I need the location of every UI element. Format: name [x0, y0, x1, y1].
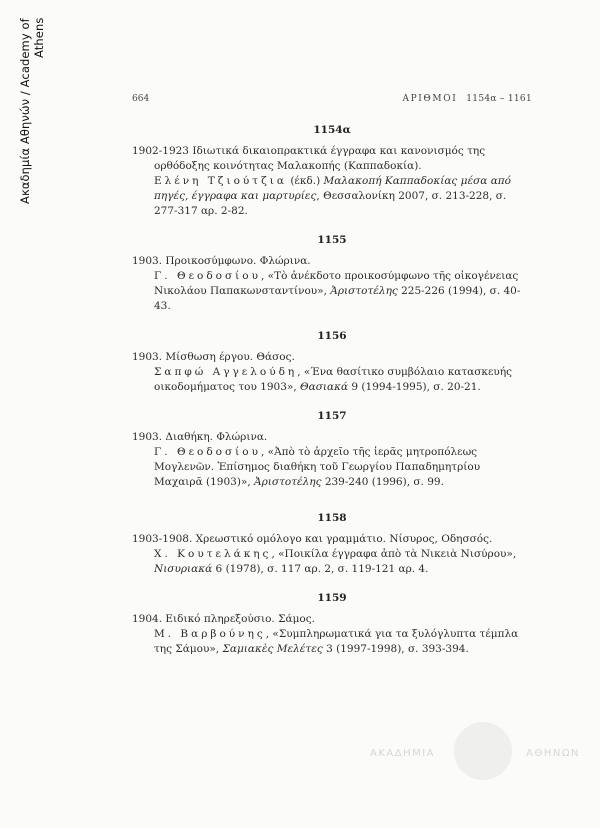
entry-reference: Σαπφώ Αγγελούδη, «Ένα θασίτικο συμβόλαιο κατασκευής οικοδομήματος του 1903», Θασιακά 9 (1994-1995), σ. 20-21.	[154, 366, 512, 393]
entry	[132, 124, 532, 219]
entry-description: 1903-1908. Χρεωστικό ομόλογο και γραμμάτιο. Νίσυρος, Οδησσός.	[132, 533, 493, 545]
entry-number: 1157	[317, 410, 347, 422]
entry-description: 1904. Ειδικό πληρεξούσιο. Σάμος.	[132, 613, 315, 625]
watermark-text-right: ΑΘΗΝΩΝ	[526, 748, 580, 759]
entry	[132, 410, 532, 490]
entry-number: 1156	[317, 330, 347, 342]
entry	[132, 592, 532, 657]
watermark-text-left: ΑΚΑΔΗΜΙΑ	[370, 748, 436, 759]
running-title: ΑΡΙΘΜΟΙ 1154α – 1161	[402, 94, 532, 104]
entry-description: 1903. Διαθήκη. Φλώρινα.	[132, 431, 268, 443]
entry-reference: Γ. Θεοδοσίου, «Τὸ ἀνέκδοτο προικοσύμφωνο τῆς οἰκογένειας Νικολάου Παπακωνσταντίνου», Ἀριστοτέλης 225-226 (1994), σ. 40-43.	[154, 270, 521, 312]
entry-reference: Ελένη Τζιούτζια (έκδ.) Μαλακοπή Καππαδοκίας μέσα από πηγές, έγγραφα και μαρτυρίες, Θεσσαλονίκη 2007, σ. 213-228, σ. 277-317 αρ. 2-82.	[154, 175, 512, 217]
entry-description: 1903. Μίσθωση έργου. Θάσος.	[132, 351, 295, 363]
entry	[132, 234, 532, 314]
page-number: 664	[132, 94, 150, 104]
entry-number: 1158	[317, 512, 347, 524]
running-range: 1154α – 1161	[466, 94, 532, 104]
entry-number: 1154α	[313, 124, 351, 136]
entry	[132, 512, 532, 577]
side-label: Ακαδημία Αθηνών / Academy of Athens	[18, 18, 46, 204]
academy-logo-icon	[454, 722, 512, 780]
entry-reference: Χ. Κουτελάκης, «Ποικίλα έγγραφα ἀπὸ τὰ Νικειὰ Νισύρου», Νισυριακά 6 (1978), σ. 117 αρ. 2, σ. 119-121 αρ. 4.	[154, 548, 517, 575]
entry	[132, 330, 532, 395]
entry-number: 1155	[317, 234, 347, 246]
entry-number: 1159	[317, 592, 347, 604]
entry-reference: Μ. Βαρβούνης, «Συμπληρωματικά για τα ξυλόγλυπτα τέμπλα της Σάμου», Σαμιακὲς Μελέτες 3 (1997-1998), σ. 393-394.	[154, 628, 519, 655]
entry-reference: Γ. Θεοδοσίου, «Ἀπὸ τὸ ἀρχεῖο τῆς ἱερᾶς μητροπόλεως Μογλενῶν. Ἐπίσημος διαθήκη τοῦ Γεωργίου Παπαδημητρίου Μαχαιρᾶ (1903)», Ἀριστοτέλης 239-240 (1996), σ. 99.	[154, 446, 481, 488]
entry-description: 1902-1923 Ιδιωτικά δικαιοπρακτικά έγγραφα και κανονισμός της ορθόδοξης κοινότητας Μαλακοπής (Καππαδοκία).	[132, 145, 486, 172]
entry-description: 1903. Προικοσύμφωνο. Φλώρινα.	[132, 255, 311, 267]
academy-watermark	[370, 722, 580, 782]
